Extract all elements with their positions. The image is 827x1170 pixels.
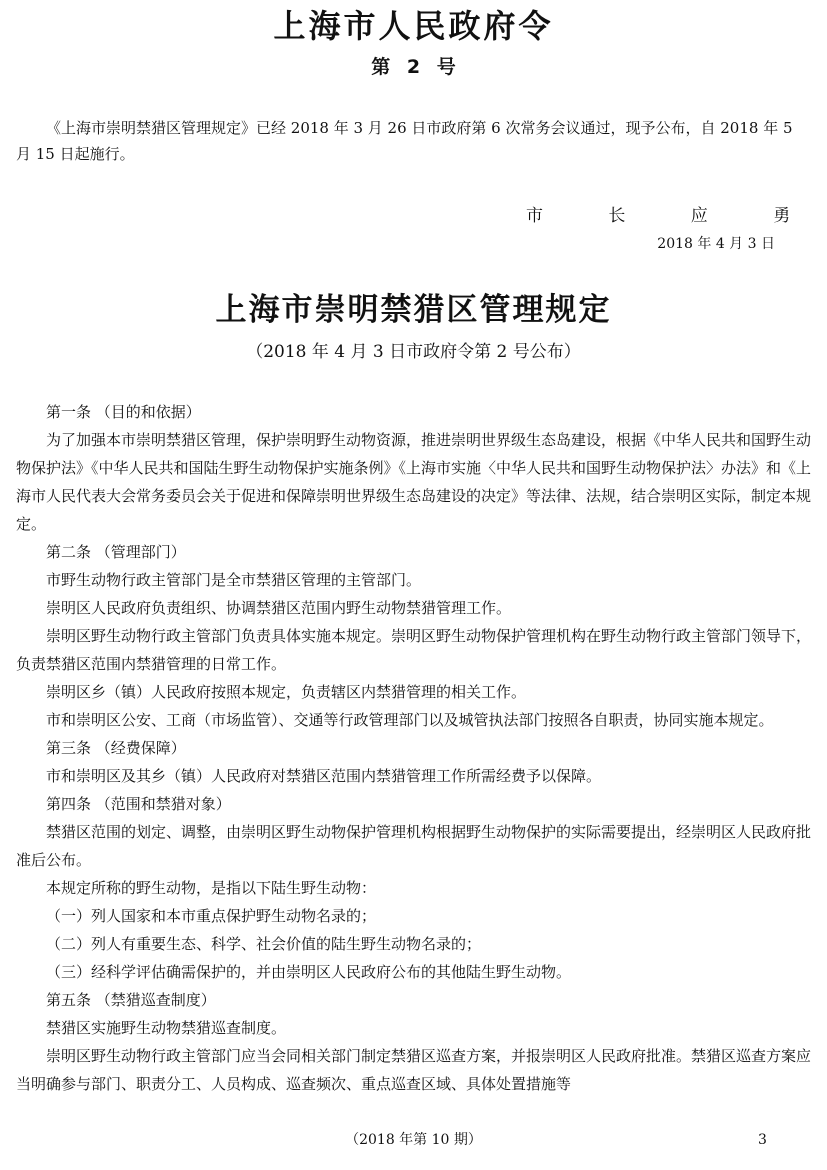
article-heading: 第四条 （范围和禁猎对象） <box>46 795 231 813</box>
article-paragraph: 为了加强本市崇明禁猎区管理，保护崇明野生动物资源，推进崇明世界级生态岛建设，根据《中华人民共和国野生动物保护法》《中华人民共和国陆生野生动物保护实施条例》《上海市实施〈中华人民共和国野生动物保护法〉办法》和《上海市人民代表大会常务委员会关于促进和保障崇明世界级生态岛建设的决定》等法律、法规，结合崇明区实际，制定本规定。 <box>16 431 812 533</box>
article-paragraph: 市野生动物行政主管部门是全市禁猎区管理的主管部门。 <box>46 571 422 589</box>
article-paragraph: 崇明区乡（镇）人民政府按照本规定，负责辖区内禁猎管理的相关工作。 <box>46 683 527 701</box>
list-item: （三）经科学评估确需保护的，并由崇明区人民政府公布的其他陆生野生动物。 <box>46 963 572 981</box>
order-title: 上海市人民政府令 <box>273 7 554 45</box>
article-paragraph: 市和崇明区及其乡（镇）人民政府对禁猎区范围内禁猎管理工作所需经费予以保障。 <box>46 767 602 785</box>
mayor-signature: 市 长 应 勇 <box>526 206 791 226</box>
regulation-title: 上海市崇明禁猎区管理规定 <box>215 292 612 328</box>
article-heading: 第一条 （目的和依据） <box>46 403 201 421</box>
article-paragraph: 崇明区野生动物行政主管部门应当会同相关部门制定禁猎区巡查方案，并报崇明区人民政府批准。禁猎区巡查方案应当明确参与部门、职责分工、人员构成、巡查频次、重点巡查区域、具体处置措施等 <box>16 1047 812 1093</box>
article-paragraph: 本规定所称的野生动物，是指以下陆生野生动物： <box>46 879 377 897</box>
regulation-body <box>16 398 812 1098</box>
article-paragraph: 崇明区人民政府负责组织、协调禁猎区范围内野生动物禁猎管理工作。 <box>46 599 512 617</box>
article-paragraph: 崇明区野生动物行政主管部门负责具体实施本规定。崇明区野生动物保护管理机构在野生动物行政主管部门领导下，负责禁猎区范围内禁猎管理的日常工作。 <box>16 627 812 673</box>
list-item: （二）列人有重要生态、科学、社会价值的陆生野生动物名录的； <box>46 935 482 953</box>
page-number: 3 <box>758 1132 767 1148</box>
footer-issue: （2018 年第 10 期） <box>345 1132 482 1148</box>
article-heading: 第二条 （管理部门） <box>46 543 186 561</box>
article-paragraph: 市和崇明区公安、工商（市场监管）、交通等行政管理部门以及城管执法部门按照各自职责，协同实施本规定。 <box>46 711 774 729</box>
article-heading: 第五条 （禁猎巡查制度） <box>46 991 216 1009</box>
article-paragraph: 禁猎区范围的划定、调整，由崇明区野生动物保护管理机构根据野生动物保护的实际需要提出，经崇明区人民政府批准后公布。 <box>16 823 812 869</box>
article-heading: 第三条 （经费保障） <box>46 739 186 757</box>
signature-date: 2018 年 4 月 3 日 <box>657 236 775 252</box>
intro-paragraph: 《上海市崇明禁猎区管理规定》已经 2018 年 3 月 26 日市政府第 6 次常务会议通过，现予公布，自 2018 年 5 月 15 日起施行。 <box>16 119 793 163</box>
regulation-subtitle: （2018 年 4 月 3 日市政府令第 2 号公布） <box>246 342 581 362</box>
article-paragraph: 禁猎区实施野生动物禁猎巡查制度。 <box>46 1019 287 1037</box>
list-item: （一）列人国家和本市重点保护野生动物名录的； <box>46 907 377 925</box>
order-number: 第 2 号 <box>371 56 456 78</box>
